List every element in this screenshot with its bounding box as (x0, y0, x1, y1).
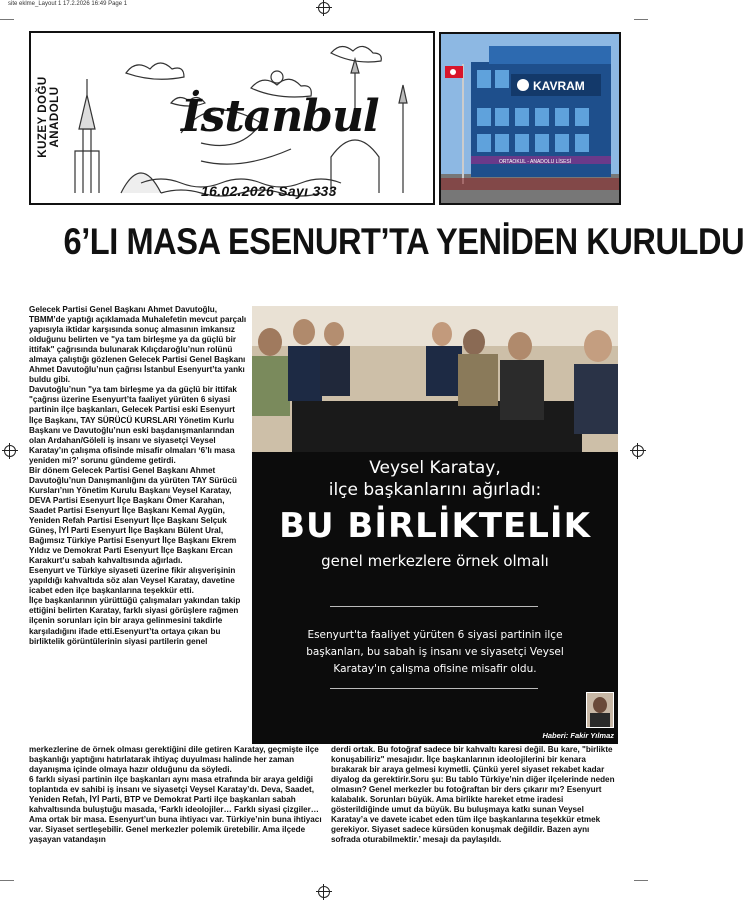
article-left-column (29, 305, 247, 647)
print-slug: site eklme_Layout 1 17.2.2026 16:49 Page 1 (8, 1, 128, 7)
article-paragraph: 6 farklı siyasi partinin ilçe başkanları aynı masa etrafında bir araya geldiği toplantıda ev sahibi iş insanı ve siyasetçi Veysel Karatay’dı. Deva, Saadet, Yeniden Refah, İYİ Parti, BTP ve Demokrat Parti ilçe başkanları sabah kahvaltısında buluştuğu masada, ‘Farklı ideolojiler… Farklı siyasi çizgiler… Ama ortak bir masa. Esenyurt’un buna ihtiyacı var. Türkiye’nin buna ihtiyacı var. Siyaset sertleşebilir. Genel merkezler polemik üretebilir. Ama ilçede yaşayan vatandaşın (29, 775, 322, 845)
article-paragraph: Esenyurt ve Türkiye siyaseti üzerine fikir alışverişinin yapıldığı kahvaltıda söz alan Veysel Karatay, davetine icabet eden ilçe başkanlarına teşekkür etti. (29, 566, 236, 596)
crop-mark (0, 880, 14, 881)
masthead-vertical-title: KUZEY DOĞU ANADOLU (37, 76, 61, 158)
article-paragraph: derdi ortak. Bu fotoğraf sadece bir kahvaltı karesi değil. Bu kare, "birlikte konuşabiliriz" mesajıdır. İlçe başkanlarının ideolojilerini bir kenara bırakarak bir araya gelmesi kıymetli. Çünkü yerel siyaset rekabet kadar diyalog da gerektirir.Soru şu: Bu tablo Türkiye’nin diğer ilçelerinde neden olmasın? Genel merkezler bu fotoğraftan bir ders çıkarır mı? Esenyurt kalabalık. Sorunları büyük. Ama birlikte hareket etme iradesi gösterildiğinde umut da büyük. Bu buluşmaya katkı sunan Veysel Karatay’a ve davete icabet eden tüm ilçe başkanlarına teşekkür etmek gerekiyor. Siyaset sadece kürsüden konuşmak değildir. Bazen aynı sofrada oturabilmektir.’ mesajı da paylaşıldı. (331, 745, 615, 845)
feature-kicker-line-1: Veysel Karatay, (369, 458, 501, 478)
logo-wordmark: İstanbul (181, 91, 379, 142)
building-sign: KAVRAM (533, 79, 585, 93)
issue-date-number: 16.02.2026 Sayı 333 (201, 183, 337, 199)
feature-kicker-line-2: ilçe başkanlarını ağırladı: (328, 480, 542, 500)
author-photo (586, 692, 614, 728)
feature-big-title: BU BİRLİKTELİK (279, 506, 591, 546)
article-paragraph: merkezlerine de örnek olması gerektiğini dile getiren Karatay, geçmişte ilçe başkanlığı yaptığını hatırlatarak ihtiyaç duyulması halinde her zaman dayanışma içinde olmaya hazır olduğunu da söyledi. (29, 745, 319, 775)
news-credit: Haberi: Fakir Yılmaz (542, 731, 614, 740)
article-paragraph: İlçe başkanlarının yürüttüğü çalışmaları yakından takip ettiğini belirten Karatay, farklı siyasi görüşlere rağmen ilçenin sorunları için bir araya gelinmesini takdirle karşıladığını ifade etti.Esenyurt’ta ortaya çıkan bu birliktelik görüntülerinin siyasi partilerin genel (29, 596, 241, 646)
crop-mark (634, 19, 648, 20)
feature-divider (330, 688, 538, 689)
crop-mark (0, 19, 14, 20)
main-headline: 6’LI MASA ESENURT’TA YENİDEN KURULDU (63, 221, 744, 262)
article-paragraph: Davutoğlu’nun "ya tam birleşme ya da güçlü bir ittifak "çağrısı üzerine Esenyurt’ta faaliyet yürüten 6 siyasi partinin ilçe başkanları, Gelecek Partisi eski Esenyurt İlçe Başkanı, TAY SÜRÜCÜ KURSLARI Yönetim Kurlu Başkanı ve Davutoğlu’nun eski başdanışmanlarından olan Ardahan/Göleli iş insanı ve siyasetçi Veysel Karatay’ın çalışma ofisinde misafir olmaları ‘6’lı masa yeniden mi?’ sorunu gündeme getirdi. (29, 385, 237, 465)
registration-mark-top (318, 2, 330, 14)
feature-summary-line-2: başkanları, bu sabah iş insanı ve siyasetçi Veysel (306, 646, 564, 658)
article-right-column (331, 745, 618, 845)
author-avatar (587, 693, 613, 727)
feature-subtitle: genel merkezlere örnek olmalı (321, 552, 549, 570)
crop-mark (634, 880, 648, 881)
feature-box (252, 306, 618, 744)
feature-divider (330, 606, 538, 607)
feature-summary-line-3: Karatay'ın çalışma ofisine misafir oldu. (333, 663, 537, 675)
article-paragraph: Bir dönem Gelecek Partisi Genel Başkanı Ahmet Davutoğlu’nun Danışmanlığını da yürüten TAY Sürücü Kursları’nın Yönetim Kurulu Başkanı Veysel Karatay, DEVA Partisi Esenyurt İlçe Başkanı Ömer Karahan, Saadet Partisi Esenyurt İlçe Başkanı Kemal Aygün, Yeniden Refah Partisi Esenyurt İlçe Başkanı Selçuk Güneş, İYİ Parti Esenyurt İlçe Başkanı Bülent Ural, Bağımsız Türkiye Partisi Esenyurt İlçe Başkanı Ekrem Yıldız ve Demokrat Parti Esenyurt İlçe Başkanı Ercan Karakurt’u sabah kahvaltısında ağırladı. (29, 465, 237, 566)
registration-mark-right (632, 445, 644, 457)
building-illustration (441, 34, 619, 203)
feature-summary-line-1: Esenyurt'ta faaliyet yürüten 6 siyasi partinin ilçe (307, 629, 563, 641)
building-photo (439, 32, 621, 205)
meeting-photo (252, 306, 618, 452)
building-subsign: ORTAOKUL - ANADOLU LİSESİ (499, 159, 572, 165)
article-bottom-column (29, 745, 327, 845)
masthead (29, 31, 435, 205)
article-paragraph: Gelecek Partisi Genel Başkanı Ahmet Davutoğlu, TBMM’de yaptığı açıklamada Muhalefetin mevcut parçalı yapısıyla iktidar karşısında sonuç almasının imkansız olduğunu belirten ve "ya tam birleşme ya da güçlü bir ittifak" çağrısında bulunarak Kılıçdaroğlu’nun rolünü almaya çalıştığı gözlenen Gelecek Partisi Genel Başkanı Ahmet Davutoğlu’nun çağrısı İstanbul Esenyurt’ta yankı buldu gibi. (29, 305, 247, 385)
registration-mark-left (4, 445, 16, 457)
registration-mark-bottom (318, 886, 330, 898)
